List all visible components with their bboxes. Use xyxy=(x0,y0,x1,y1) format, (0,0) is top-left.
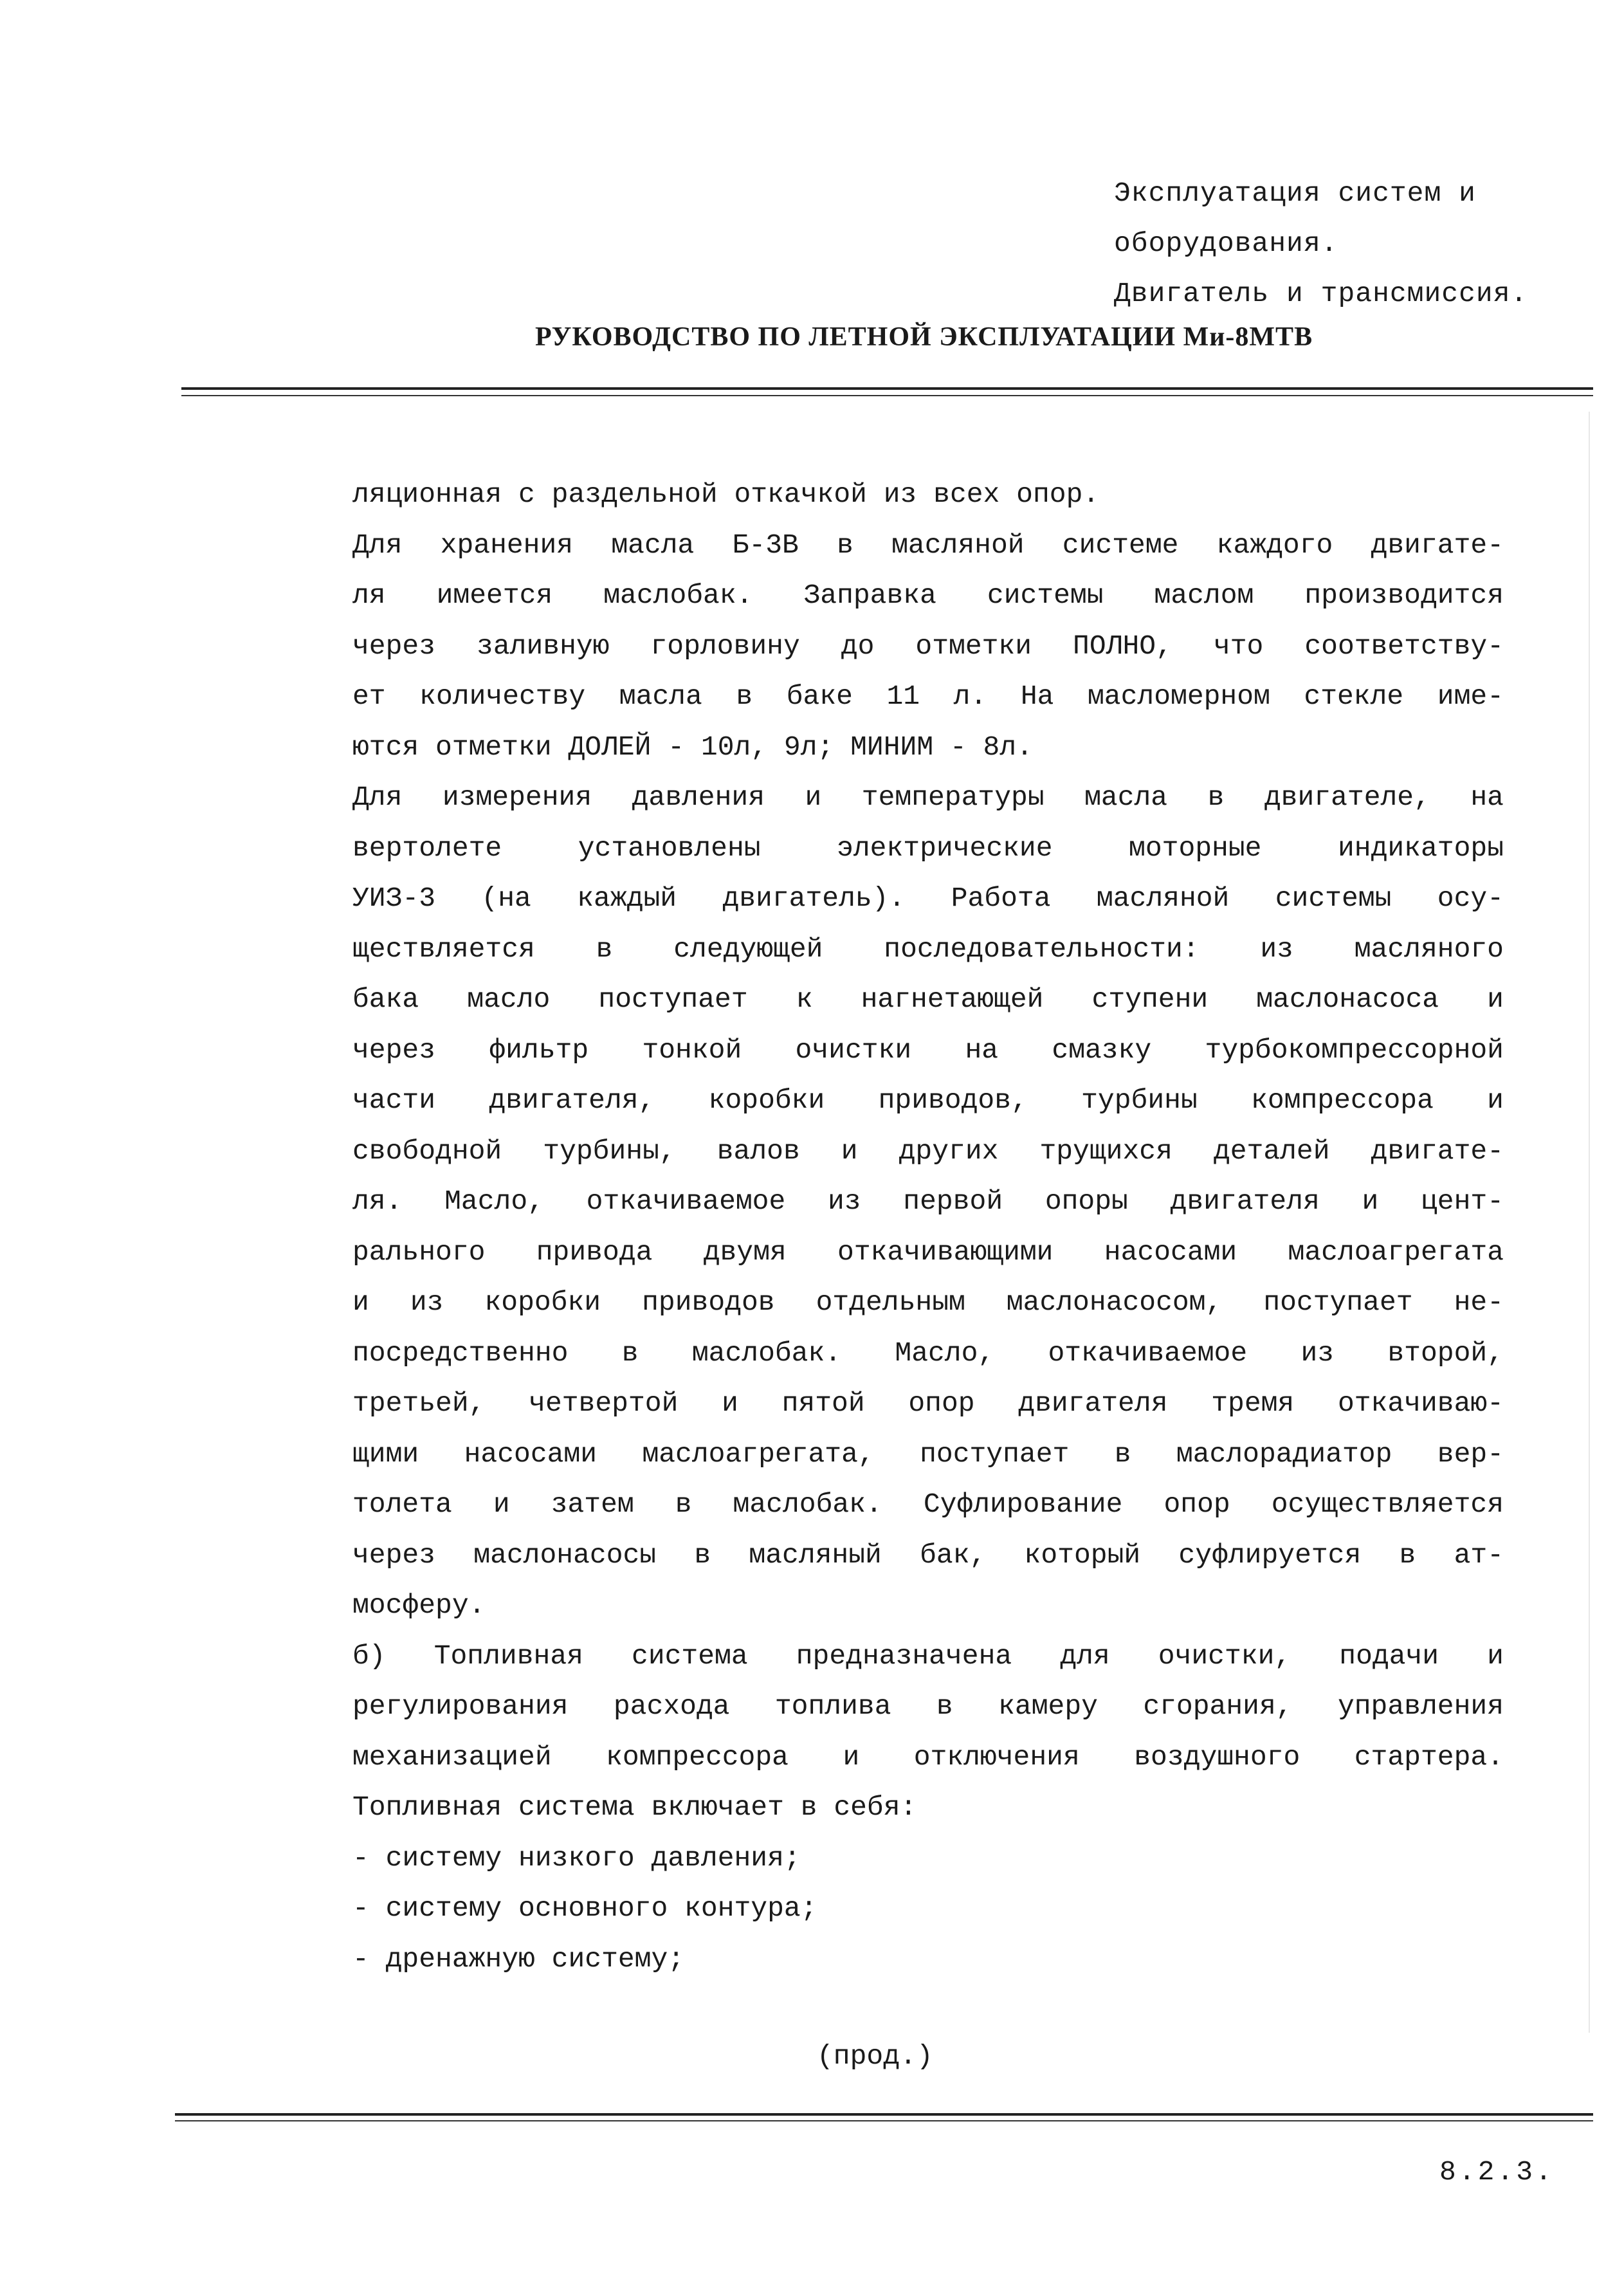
section-line-1: Эксплуатация систем и xyxy=(1114,178,1476,209)
section-header xyxy=(1114,169,1603,319)
text-line: УИЗ-3 (на каждый двигатель). Работа масляной системы осу- xyxy=(352,883,1504,914)
text-line: посредственно в маслобак. Масло, откачиваемое из второй, xyxy=(352,1337,1504,1369)
body-text xyxy=(352,470,1504,1984)
text-line: - дренажную систему; xyxy=(352,1943,685,1975)
text-line: свободной турбины, валов и других трущихся деталей двигате- xyxy=(352,1135,1504,1167)
text-line: через фильтр тонкой очистки на смазку турбокомпрессорной xyxy=(352,1034,1504,1066)
text-line: ляционная с раздельной откачкой из всех опор. xyxy=(352,479,1100,510)
text-line: через маслонасосы в масляный бак, который суфлируется в ат- xyxy=(352,1539,1504,1571)
text-line: мосферу. xyxy=(352,1589,486,1621)
text-line: ля. Масло, откачиваемое из первой опоры двигателя и цент- xyxy=(352,1186,1504,1217)
text-line: бака масло поступает к нагнетающей ступени маслонасоса и xyxy=(352,984,1504,1015)
text-line: Для измерения давления и температуры масла в двигателе, на xyxy=(352,782,1504,813)
text-line: б) Топливная система предназначена для очистки, подачи и xyxy=(352,1640,1504,1672)
text-line: механизацией компрессора и отключения воздушного стартера. xyxy=(352,1741,1504,1773)
text-line: ществляется в следующей последовательности: из масляного xyxy=(352,933,1504,965)
text-line: ются отметки ДОЛЕЙ - 10л, 9л; МИНИМ - 8л. xyxy=(352,731,1033,763)
text-line: регулирования расхода топлива в камеру сгорания, управления xyxy=(352,1690,1504,1722)
text-line: - систему низкого давления; xyxy=(352,1842,801,1874)
continued-marker: (прод.) xyxy=(817,2040,933,2072)
text-line: ет количеству масла в баке 11 л. На масломерном стекле име- xyxy=(352,681,1504,712)
footer-rule-top xyxy=(175,2113,1593,2116)
header-rule-bottom xyxy=(181,395,1593,396)
text-line: третьей, четвертой и пятой опор двигателя тремя откачиваю- xyxy=(352,1388,1504,1419)
scan-margin-mark xyxy=(1589,412,1590,2033)
footer-rule-bottom xyxy=(175,2120,1593,2121)
header-rule-top xyxy=(181,387,1593,390)
text-line: щими насосами маслоагрегата, поступает в маслорадиатор вер- xyxy=(352,1438,1504,1470)
text-line: вертолете установлены электрические моторные индикаторы xyxy=(352,832,1504,864)
text-line: и из коробки приводов отдельным маслонасосом, поступает не- xyxy=(352,1287,1504,1318)
text-line: Топливная система включает в себя: xyxy=(352,1791,917,1823)
text-line: Для хранения масла Б-3В в масляной системе каждого двигате- xyxy=(352,529,1504,561)
text-line: части двигателя, коробки приводов, турбины компрессора и xyxy=(352,1085,1504,1116)
text-line: рального привода двумя откачивающими насосами маслоагрегата xyxy=(352,1236,1504,1268)
page-number: 8.2.3. xyxy=(1439,2156,1555,2188)
manual-title: РУКОВОДСТВО ПО ЛЕТНОЙ ЭКСПЛУАТАЦИИ Ми-8МТВ xyxy=(535,322,1313,352)
text-line: через заливную горловину до отметки ПОЛНО, что соответству- xyxy=(352,630,1504,662)
text-line: ля имеется маслобак. Заправка системы маслом производится xyxy=(352,580,1504,611)
section-line-2: оборудования. xyxy=(1114,228,1338,259)
text-line: - систему основного контура; xyxy=(352,1892,817,1924)
text-line: толета и затем в маслобак. Суфлирование опор осуществляется xyxy=(352,1489,1504,1520)
section-line-3: Двигатель и трансмиссия. xyxy=(1114,278,1528,309)
